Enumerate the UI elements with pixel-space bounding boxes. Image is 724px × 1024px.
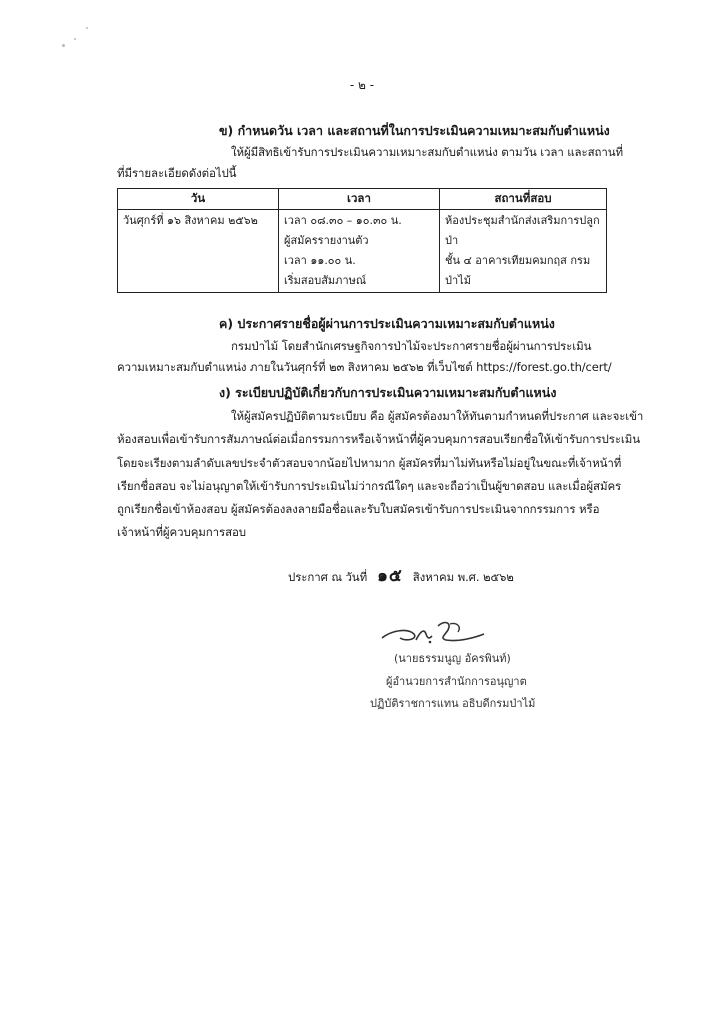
announcement-date: [288, 562, 514, 589]
time-line: เริ่มสอบสัมภาษณ์: [284, 274, 367, 287]
time-line: เวลา ๑๑.๐๐ น.: [284, 254, 356, 267]
place-line: ห้องประชุมสำนักส่งเสริมการปลูกป่า: [445, 214, 600, 247]
signatory-name: (นายธรรมนูญ อัครพินท์): [394, 652, 511, 665]
section-c-line2: ความเหมาะสมกับตำแหน่ง ภายในวันศุกร์ที่ ๒๓ สิงหาคม ๒๕๖๒ ที่เว็บไซต์ https://forest.go.th/cert/: [117, 360, 612, 374]
signatory-title2: ปฏิบัติราชการแทน อธิบดีกรมป่าไม้: [370, 697, 536, 710]
cell-place: [440, 210, 607, 293]
section-b-intro-line1: ให้ผู้มีสิทธิเข้ารับการประเมินความเหมาะสมกับตำแหน่ง ตามวัน เวลา และสถานที่: [231, 145, 623, 159]
table-header-row: [118, 189, 607, 210]
section-b-heading: ข) กำหนดวัน เวลา และสถานที่ในการประเมินความเหมาะสมกับตำแหน่ง: [219, 123, 610, 138]
announcement-day: ๑๕: [377, 566, 403, 586]
table-row: [118, 210, 607, 293]
section-d-line: โดยจะเรียงตามลำดับเลขประจำตัวสอบจากน้อยไปหามาก ผู้สมัครที่มาไม่ทันหรือไม่อยู่ในขณะที่เจ้าหน้าที่: [117, 456, 622, 470]
section-d-line: ห้องสอบเพื่อเข้ารับการสัมภาษณ์ต่อเมื่อกรรมการหรือเจ้าหน้าที่ผู้ควบคุมการสอบเรียกชื่อให้เข้ารับการประเมิน: [117, 432, 640, 446]
scan-speck: [74, 38, 76, 40]
section-d-heading: ง) ระเบียบปฏิบัติเกี่ยวกับการประเมินความเหมาะสมกับตำแหน่ง: [219, 385, 557, 400]
header-place: สถานที่สอบ: [440, 189, 607, 210]
announcement-prefix: ประกาศ ณ วันที่: [288, 570, 368, 584]
scan-speck: [62, 44, 65, 47]
time-line: ผู้สมัครรายงานตัว: [284, 234, 369, 247]
date-text: วันศุกร์ที่ ๑๖ สิงหาคม ๒๕๖๒: [123, 214, 258, 227]
page-number: - ๒ -: [349, 78, 375, 92]
schedule-table: [117, 188, 607, 293]
section-d-line: เจ้าหน้าที่ผู้ควบคุมการสอบ: [117, 525, 246, 539]
section-c-heading: ค) ประกาศรายชื่อผู้ผ่านการประเมินความเหมาะสมกับตำแหน่ง: [219, 316, 555, 331]
section-b-intro-line2: ที่มีรายละเอียดดังต่อไปนี้: [117, 166, 237, 180]
handwritten-signature: [378, 612, 488, 652]
header-time: เวลา: [279, 189, 440, 210]
cell-date: [118, 210, 279, 293]
time-line: เวลา ๐๘.๓๐ – ๑๐.๓๐ น.: [284, 214, 402, 227]
announcement-month-year: สิงหาคม พ.ศ. ๒๕๖๒: [412, 570, 514, 584]
section-d-line: ถูกเรียกชื่อเข้าห้องสอบ ผู้สมัครต้องลงลายมือชื่อและรับใบสมัครเข้ารับการประเมินจากกรรมการ หรือ: [117, 502, 600, 516]
section-d-line: เรียกชื่อสอบ จะไม่อนุญาตให้เข้ารับการประเมินไม่ว่ากรณีใดๆ และจะถือว่าเป็นผู้ขาดสอบ และเมื่อผู้สมัคร: [117, 479, 622, 493]
header-day: วัน: [118, 189, 279, 210]
section-d-line: ให้ผู้สมัครปฏิบัติตามระเบียบ คือ ผู้สมัครต้องมาให้ทันตามกำหนดที่ประกาศ และจะเข้า: [231, 409, 644, 423]
scan-speck: [86, 27, 88, 29]
place-line: ชั้น ๔ อาคารเทียมคมกฤส กรมป่าไม้: [445, 254, 591, 287]
section-c-line1: กรมป่าไม้ โดยสำนักเศรษฐกิจการป่าไม้จะประกาศรายชื่อผู้ผ่านการประเมิน: [231, 339, 592, 353]
cell-time: [279, 210, 440, 293]
signatory-title1: ผู้อำนวยการสำนักการอนุญาต: [386, 675, 527, 688]
